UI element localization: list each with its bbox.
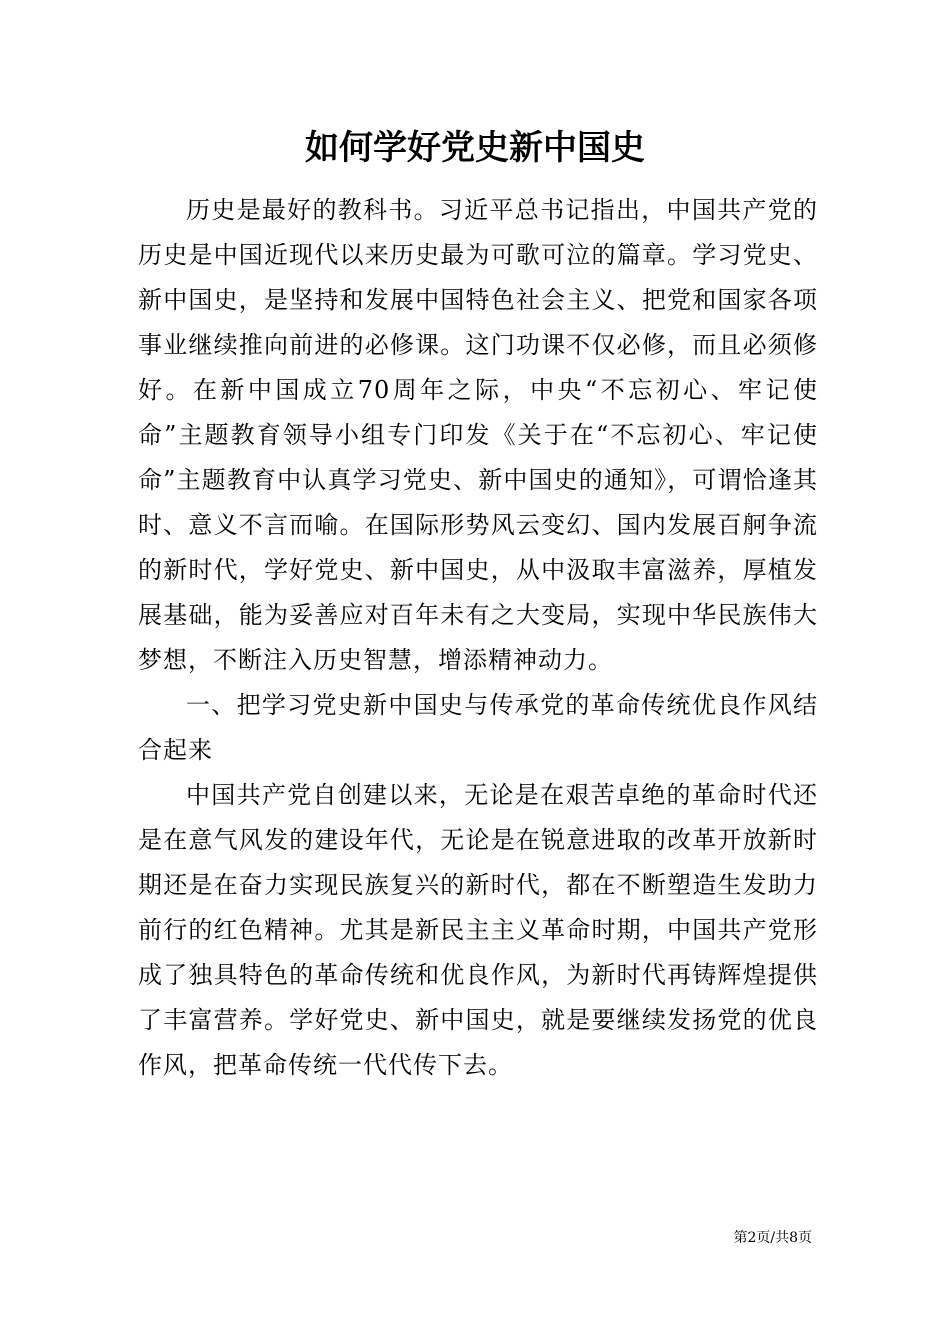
document-title: 如何学好党史新中国史 xyxy=(305,128,645,168)
document-body xyxy=(138,188,818,1088)
page-number: 第2页/共8页 xyxy=(733,1230,812,1246)
section-heading: 一、把学习党史新中国史与传承党的革命传统优良作风结合起来 xyxy=(138,691,818,764)
intro-paragraph: 历史是最好的教科书。习近平总书记指出，中国共产党的历史是中国近现代以来历史最为可歌可泣的篇章。学习党史、新中国史，是坚持和发展中国特色社会主义、把党和国家各项事业继续推向前进的必修课。这门功课不仅必修，而且必须修好。在新中国成立70周年之际，中央“不忘初心、牢记使命”主题教育领导小组专门印发《关于在“不忘初心、牢记使命”主题教育中认真学习党史、新中国史的通知》，可谓恰逢其时、意义不言而喻。在国际形势风云变幻、国内发展百舸争流的新时代，学好党史、新中国史，从中汲取丰富滋养，厚植发展基础，能为妥善应对百年未有之大变局，实现中华民族伟大梦想，不断注入历史智慧，增添精神动力。 xyxy=(138,196,818,674)
section-paragraph: 中国共产党自创建以来，无论是在艰苦卓绝的革命时代还是在意气风发的建设年代，无论是在锐意进取的改革开放新时期还是在奋力实现民族复兴的新时代，都在不断塑造生发助力前行的红色精神。尤其是新民主主义革命时期，中国共产党形成了独具特色的革命传统和优良作风，为新时代再铸辉煌提供了丰富营养。学好党史、新中国史，就是要继续发扬党的优良作风，把革命传统一代代传下去。 xyxy=(138,781,818,1079)
